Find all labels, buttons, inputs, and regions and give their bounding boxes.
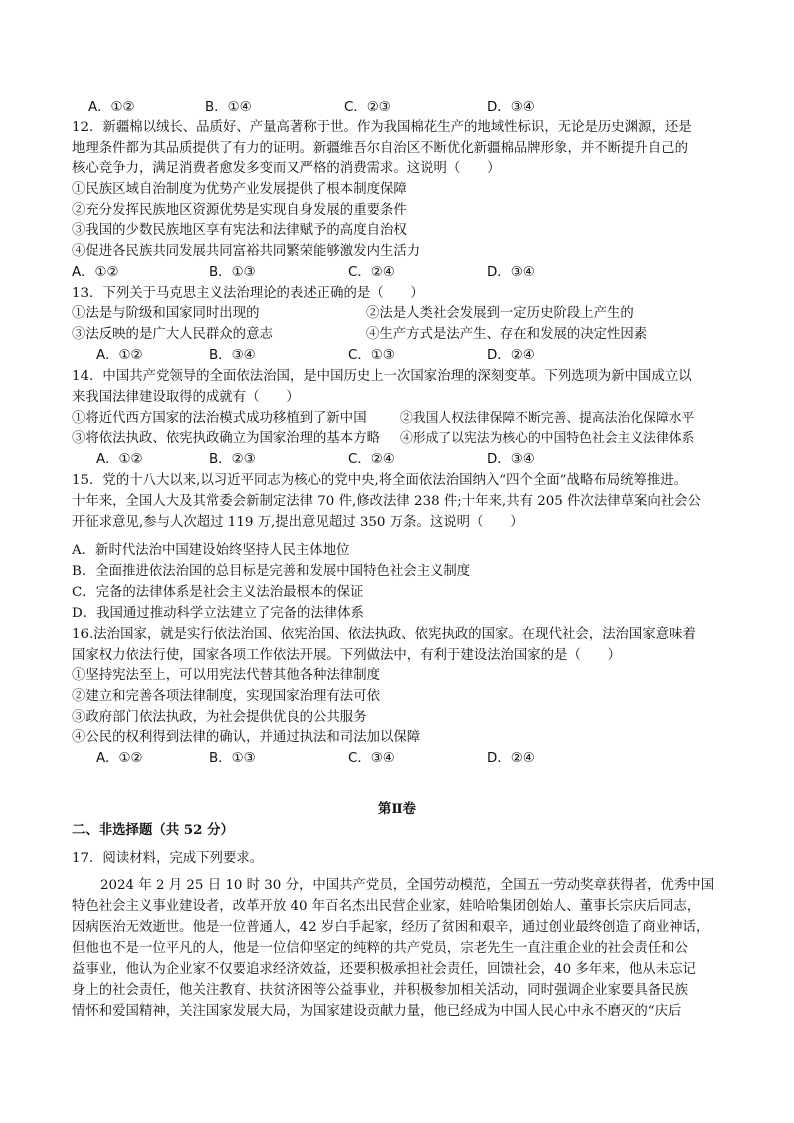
q17-material-line: 因病医治无效逝世。他是一位普通人，42 岁白手起家，经历了贫困和艰辛，通过创业最终创造了商业神话， [72,920,710,935]
q15-stem-line: 15．党的十八大以来,以习近平同志为核心的党中央,将全面依法治国纳入“四个全面”战略布局统筹推进。 [72,473,688,488]
q16-option-d: D．②④ [487,751,535,766]
q15-stem-line: 十年来，全国人大及其常委会新制定法律 70 件,修改法律 238 件;十年来,共有 205 件次法律草案向社会公 [72,494,701,509]
q14-item-3: ③将依法执政、依宪执政确立为国家治理的基本方略 [72,431,380,446]
q14-option-b: B．②③ [209,452,256,467]
q12-item-2: ②充分发挥民族地区资源优势是实现自身发展的重要条件 [72,203,407,218]
q13-stem: 13．下列关于马克思主义法治理论的表述正确的是（ ） [72,286,424,301]
q12-item-4: ④促进各民族共同发展共同富裕共同繁荣能够激发内生活力 [72,244,421,259]
q15-option-d: D．我国通过推动科学立法建立了完备的法律体系 [72,606,364,621]
q14-stem-line: 14．中国共产党领导的全面依法治国，是中国历史上一次国家治理的深刻变革。下列选项为新中国成立以 [72,369,692,384]
q12-item-3: ③我国的少数民族地区享有宪法和法律赋予的高度自治权 [72,223,407,238]
q15-option-b: B．全面推进依法治国的总目标是完善和发展中国特色社会主义制度 [72,564,471,579]
q15-option-c: C．完备的法律体系是社会主义法治最根本的保证 [72,585,364,600]
q16-option-a: A．①② [96,751,143,766]
q12-option-a: A．①② [72,265,119,280]
q12-option-b: B．①③ [209,265,256,280]
q17-material-line: 2024 年 2 月 25 日 10 时 30 分，中国共产党员，全国劳动模范，全国五一劳动奖章获得者，优秀中国 [100,878,715,893]
q12-option-c: C．②④ [348,265,395,280]
q14-option-a: A．①② [96,452,143,467]
q12-option-d: D．③④ [487,265,535,280]
q11-option-b: B．①④ [205,100,252,115]
q13-option-b: B．③④ [209,348,256,363]
q12-stem-line: 地理条件都为其品质提供了有力的证明。新疆维吾尔自治区不断优化新疆棉品牌形象，并不断提升自己的 [72,141,688,156]
q14-option-c: C．②④ [348,452,395,467]
q13-option-a: A．①② [96,348,143,363]
q15-option-a: A．新时代法治中国建设始终坚持人民主体地位 [72,543,350,558]
q12-item-1: ①民族区域自治制度为优势产业发展提供了根本制度保障 [72,182,407,197]
q14-option-d: D．③④ [487,452,535,467]
q16-item-4: ④公民的权利得到法律的确认，并通过执法和司法加以保障 [72,730,421,745]
q11-option-c: C．②③ [344,100,391,115]
section-heading: 二、非选择题（共 52 分） [72,822,234,838]
q17-material-line: 情怀和爱国精神，关注国家发展大局，为国家建设贡献力量，他已经成为中国人民心中永不磨灭的“庆后 [72,1004,682,1019]
q16-item-3: ③政府部门依法执政，为社会提供优良的公共服务 [72,710,367,725]
q17-stem: 17．阅读材料，完成下列要求。 [72,851,264,866]
q13-item-4: ④生产方式是法产生、存在和发展的决定性因素 [366,327,648,342]
q14-item-4: ④形成了以宪法为核心的中国特色社会主义法律体系 [400,431,695,446]
q12-stem-line: 12．新疆棉以绒长、品质好、产量高著称于世。作为我国棉花生产的地域性标识，无论是历史渊源，还是 [72,120,692,135]
q16-option-c: C．③④ [348,751,395,766]
q12-stem-line: 核心竞争力，满足消费者愈发多变而又严格的消费需求。这说明（ ） [72,161,501,176]
q14-item-2: ②我国人权法律保障不断完善、提高法治化保障水平 [400,411,695,426]
part-2-title: 第Ⅱ卷 [377,801,417,817]
q11-option-d: D．③④ [487,100,535,115]
q16-stem-line: 国家权力依法行使，国家各项工作依法开展。下列做法中，有利于建设法治国家的是（ ） [72,648,622,663]
q14-item-1: ①将近代西方国家的法治模式成功移植到了新中国 [72,411,367,426]
q13-item-2: ②法是人类社会发展到一定历史阶段上产生的 [366,306,634,321]
q17-material-line: 身上的社会责任，他关注教育、扶贫济困等公益事业，并积极参加相关活动，同时强调企业家要具备民族 [72,983,688,998]
q16-item-1: ①坚持宪法至上，可以用宪法代替其他各种法律制度 [72,668,380,683]
q13-item-3: ③法反映的是广大人民群众的意志 [72,327,273,342]
q15-stem-line: 开征求意见,参与人次超过 119 万,提出意见超过 350 万条。这说明（ ） [72,515,524,530]
q13-item-1: ①法是与阶级和国家同时出现的 [72,306,260,321]
q16-stem-line: 16.法治国家，就是实行依法治国、依宪治国、依法执政、依宪执政的国家。在现代社会，法治国家意味着 [72,627,696,642]
q13-option-c: C．①③ [348,348,395,363]
q16-option-b: B．①③ [209,751,256,766]
q16-item-2: ②建立和完善各项法律制度，实现国家治理有法可依 [72,689,380,704]
q17-material-line: 特色社会主义事业建设者，改革开放 40 年百名杰出民营企业家，娃哈哈集团创始人、董事长宗庆后同志， [72,899,701,914]
q17-material-line: 但他也不是一位平凡的人，他是一位信仰坚定的纯粹的共产党员，宗老先生一直注重企业的社会责任和公 [72,941,688,956]
q13-option-d: D．②④ [487,348,535,363]
q17-material-line: 益事业，他认为企业家不仅要追求经济效益，还要积极承担社会责任，回馈社会，40 多年来，他从未忘记 [72,962,696,977]
q14-stem-line: 来我国法律建设取得的成就有（ ） [72,390,300,405]
q11-option-a: A．①② [88,100,135,115]
